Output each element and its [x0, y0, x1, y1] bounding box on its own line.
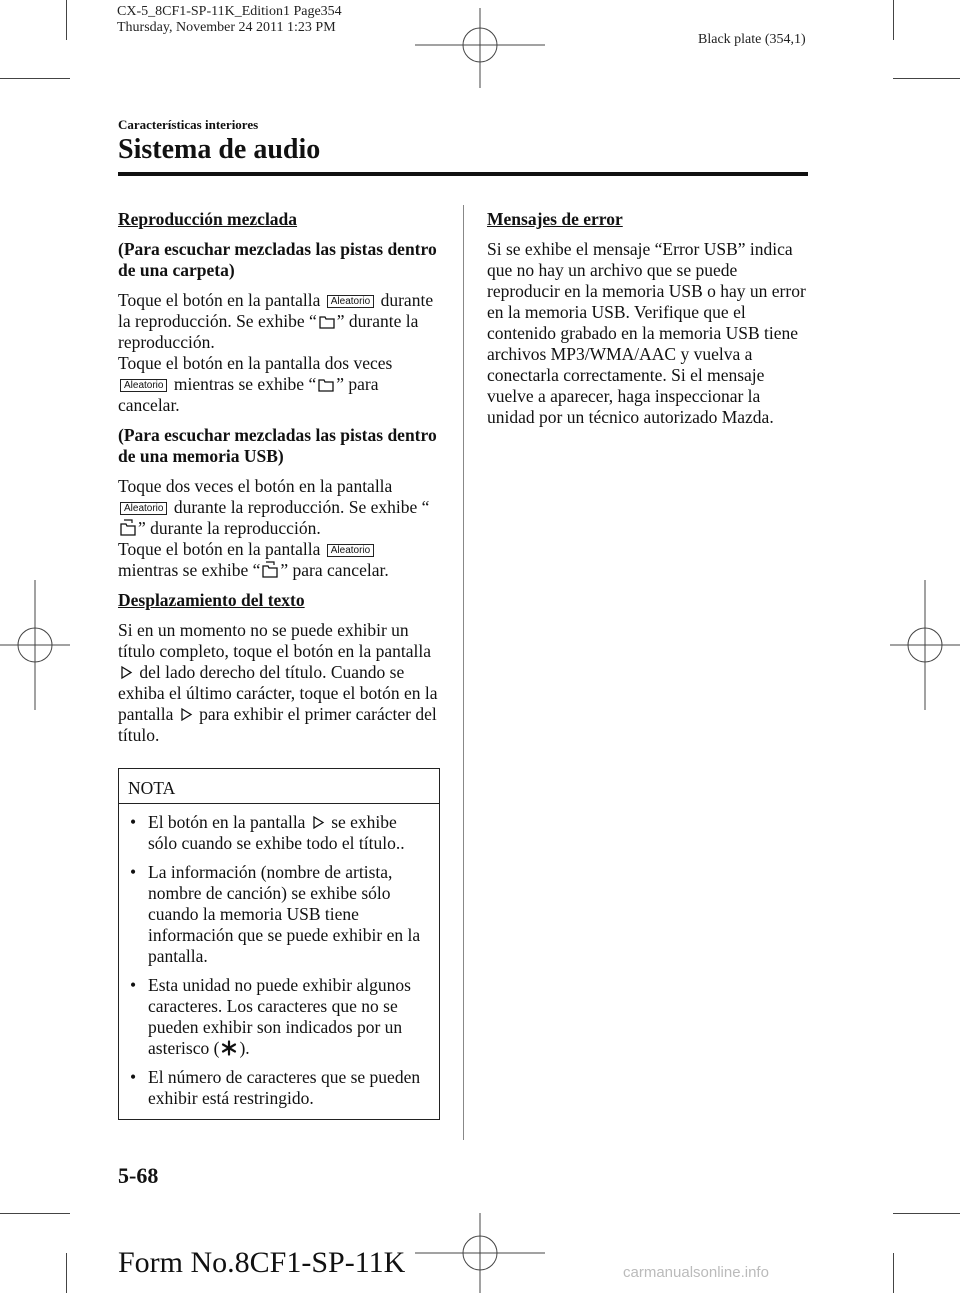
paragraph-usb-shuffle: Toque dos veces el botón en la pantalla Aleatorio durante la reproducción. Se exhibe “” durante la reproducción. Toque el botón en la pantalla Aleatorio mientras se exhibe “ ” para cancelar. — [118, 476, 430, 580]
paragraph-text-scroll: Si en un momento no se puede exhibir un título completo, toque el botón en la pantalla del lado derecho del título. Cuando se exhiba el último carácter, toque el botón en la pantalla para exhibir el primer carácter del título. — [118, 620, 438, 745]
form-number: Form No.8CF1-SP-11K — [118, 1246, 406, 1279]
note-item: • La información (nombre de artista, nombre de canción) se exhibe sólo cuando la memoria USB tiene información que se puede exhibir en la pantalla. — [130, 862, 421, 966]
watermark: carmanualsonline.info — [623, 1264, 769, 1281]
crop-mark — [0, 78, 70, 79]
column-divider — [463, 205, 464, 1140]
subheading-folder-shuffle: (Para escuchar mezcladas las pistas dentro de una carpeta) — [118, 239, 437, 280]
aleatorio-button[interactable]: Aleatorio — [120, 502, 167, 515]
folder-outline-icon — [319, 314, 335, 329]
bullet-dot-icon: • — [130, 975, 137, 995]
heading-text-scroll: Desplazamiento del texto — [118, 590, 305, 610]
play-right-icon[interactable] — [120, 665, 133, 680]
crop-mark — [893, 78, 960, 79]
section-label: Características interiores — [118, 117, 259, 132]
note-item: • El número de caracteres que se pueden exhibir está restringido. — [130, 1067, 421, 1108]
folder-outline-icon — [318, 377, 334, 392]
usb-folder-icon — [262, 561, 278, 578]
crop-mark — [893, 1213, 960, 1214]
print-file-line1: CX-5_8CF1-SP-11K_Edition1 Page354 — [117, 4, 342, 19]
paragraph-error-messages: Si se exhibe el mensaje “Error USB” indica que no hay un archivo que se puede reproducir en la memoria USB o hay un error en la memoria USB. Verifique que el contenido grabado en la memoria USB tiene archivos MP3/WMA/AAC y vuelva a conectarla correctamente. Si el mensaje vuelve a aparecer, haga inspeccionar la unidad por un técnico autorizado Mazda. — [487, 239, 806, 427]
left-column — [118, 209, 440, 755]
aleatorio-button[interactable]: Aleatorio — [120, 379, 167, 392]
usb-folder-icon — [120, 519, 136, 536]
crop-mark — [0, 1213, 70, 1214]
heading-error-messages: Mensajes de error — [487, 209, 623, 229]
aleatorio-button[interactable]: Aleatorio — [327, 295, 374, 308]
bullet-dot-icon: • — [130, 812, 137, 832]
plate-info: Black plate (354,1) — [698, 32, 806, 47]
print-file-line2: Thursday, November 24 2011 1:23 PM — [117, 20, 336, 35]
registration-mark-bottom — [415, 1213, 545, 1293]
registration-mark-right — [890, 580, 960, 710]
registration-mark-left — [0, 580, 70, 710]
asterisk-icon — [221, 1040, 237, 1056]
print-file-info — [117, 4, 342, 36]
crop-mark — [893, 1253, 894, 1293]
bullet-dot-icon: • — [130, 1067, 137, 1087]
paragraph-folder-shuffle: Toque el botón en la pantalla Aleatorio durante la reproducción. Se exhibe “ ” durante la reproducción. Toque el botón en la pantalla dos veces Aleatorio mientras se exhibe “ ” para cancelar. — [118, 290, 434, 415]
aleatorio-button[interactable]: Aleatorio — [327, 544, 374, 557]
note-item: • Esta unidad no puede exhibir algunos caracteres. Los caracteres que no se pueden exhibir son indicados por un asterisco ( ). — [130, 975, 411, 1058]
crop-mark — [66, 0, 67, 40]
note-title: NOTA — [119, 769, 439, 804]
subheading-usb-shuffle: (Para escuchar mezcladas las pistas dentro de una memoria USB) — [118, 425, 437, 466]
crop-mark — [893, 0, 894, 40]
note-box — [118, 768, 440, 1120]
play-right-icon — [312, 815, 325, 830]
note-item: • El botón en la pantalla se exhibe sólo cuando se exhibe todo el título.. — [130, 812, 405, 853]
right-column — [487, 209, 809, 437]
registration-mark-top — [415, 8, 545, 88]
note-list — [119, 804, 439, 1109]
page-title: Sistema de audio — [118, 134, 321, 165]
heading-shuffle: Reproducción mezclada — [118, 209, 298, 229]
crop-mark — [66, 1253, 67, 1293]
bullet-dot-icon: • — [130, 862, 137, 882]
title-rule — [118, 172, 808, 176]
page-number: 5-68 — [118, 1163, 159, 1188]
play-right-icon[interactable] — [180, 707, 193, 722]
